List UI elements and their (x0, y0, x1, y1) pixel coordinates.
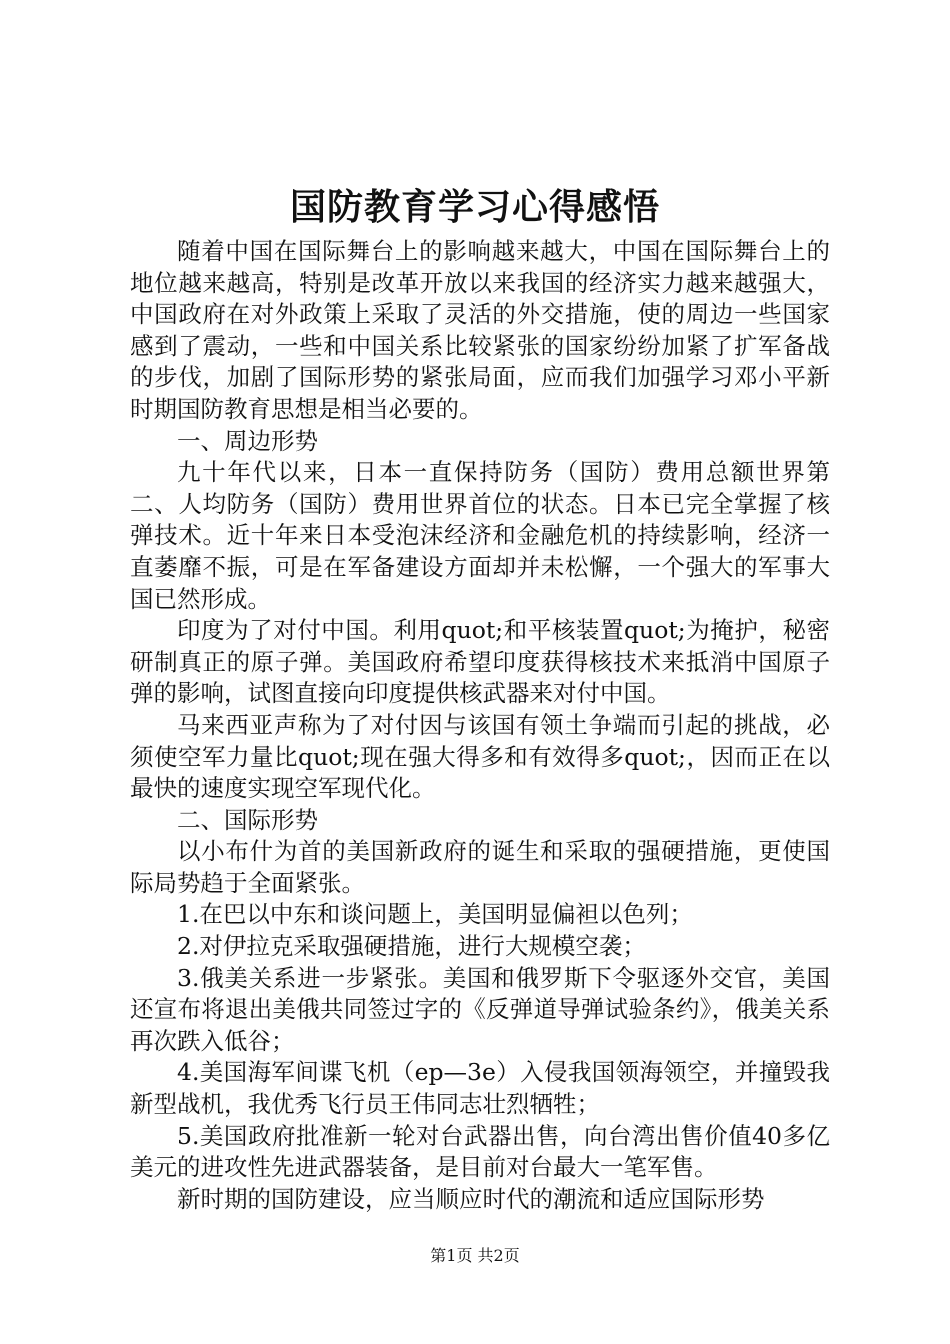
section-heading-surroundings: 一、周边形势 (177, 426, 318, 455)
section-heading-international: 二、国际形势 (177, 805, 318, 834)
list-item-3: 3.俄美关系进一步紧张。美国和俄罗斯下令驱逐外交官，美国还宣布将退出美俄共同签过字的《反弹道导弹试验条约》，俄美关系再次跌入低谷； (130, 963, 830, 1055)
paragraph-us-government: 以小布什为首的美国新政府的诞生和采取的强硬措施，更使国际局势趋于全面紧张。 (130, 837, 830, 897)
list-item-1: 1.在巴以中东和谈问题上，美国明显偏袒以色列； (177, 900, 693, 929)
document-body (130, 236, 830, 1215)
paragraph-japan: 九十年代以来，日本一直保持防务（国防）费用总额世界第二、人均防务（国防）费用世界首位的状态。日本已完全掌握了核弹技术。近十年来日本受泡沫经济和金融危机的持续影响，经济一直萎靡不振，可是在军备建设方面却并未松懈，一个强大的军事大国已然形成。 (130, 458, 830, 613)
list-item-4: 4.美国海军间谍飞机（ep—3e）入侵我国领海领空，并撞毁我新型战机，我优秀飞行员王伟同志壮烈牺牲； (130, 1058, 830, 1119)
paragraph-india: 印度为了对付中国。利用quot;和平核装置quot;为掩护，秘密研制真正的原子弹。美国政府希望印度获得核技术来抵消中国原子弹的影响，试图直接向印度提供核武器来对付中国。 (130, 616, 830, 708)
document-title: 国防教育学习心得感悟 (289, 186, 660, 228)
page-footer: 第1页 共2页 (430, 1246, 520, 1265)
paragraph-intro: 随着中国在国际舞台上的影响越来越大，中国在国际舞台上的地位越来越高，特别是改革开放以来我国的经济实力越来越强大，中国政府在对外政策上采取了灵活的外交措施，使的周边一些国家感到了震动，一些和中国关系比较紧张的国家纷纷加紧了扩军备战的步伐，加剧了国际形势的紧张局面，应而我们加强学习邓小平新时期国防教育思想是相当必要的。 (130, 237, 830, 423)
list-item-5: 5.美国政府批准新一轮对台武器出售，向台湾出售价值40多亿美元的进攻性先进武器装备，是目前对台最大一笔军售。 (130, 1121, 830, 1182)
list-item-2: 2.对伊拉克采取强硬措施，进行大规模空袭； (177, 932, 646, 961)
paragraph-new-era: 新时期的国防建设，应当顺应时代的潮流和适应国际形势 (177, 1184, 765, 1213)
paragraph-malaysia: 马来西亚声称为了对付因与该国有领土争端而引起的挑战，必须使空军力量比quot;现在强大得多和有效得多quot;，因而正在以最快的速度实现空军现代化。 (130, 710, 830, 803)
